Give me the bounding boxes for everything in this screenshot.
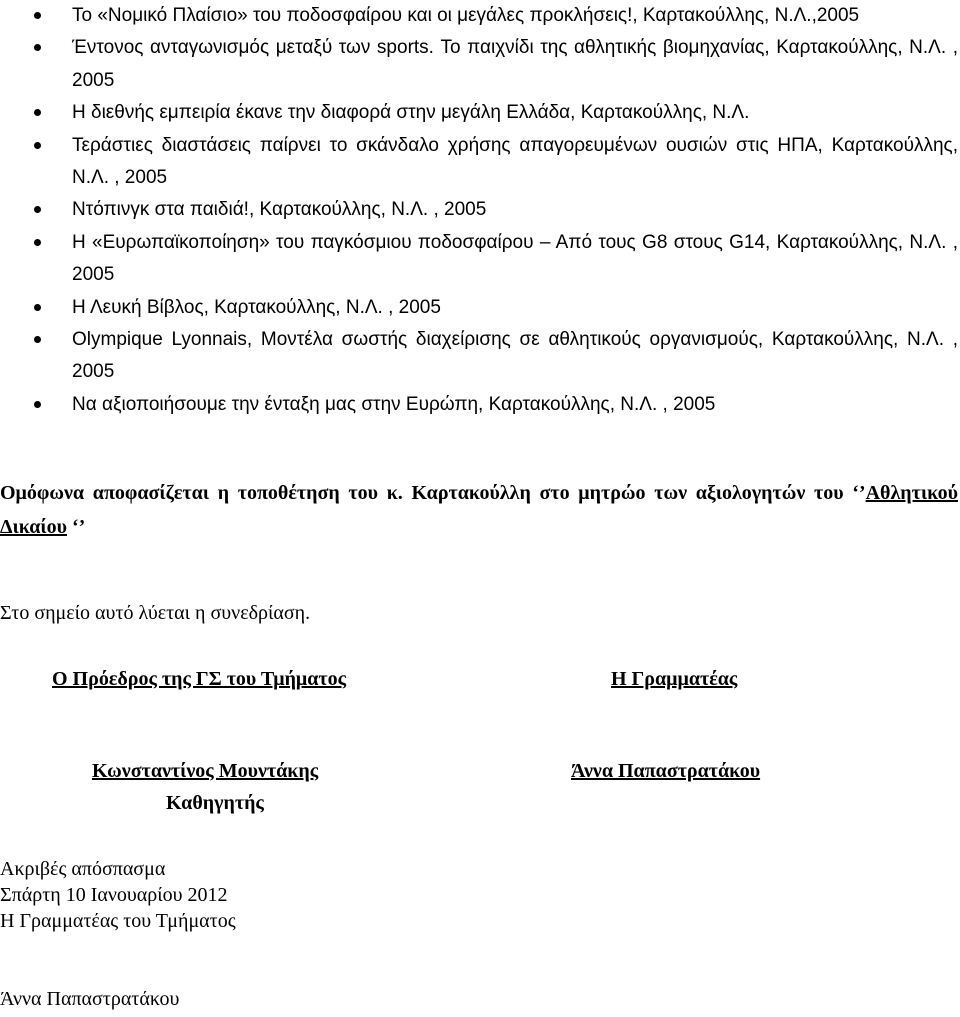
bullet-icon xyxy=(34,304,41,311)
decision-end-quote: ‘’ xyxy=(67,516,86,538)
bullet-icon xyxy=(34,12,41,19)
list-item xyxy=(34,324,958,389)
final-signer-name: Άννα Παπαστρατάκου xyxy=(0,988,180,1010)
list-item xyxy=(34,97,958,129)
list-item-text: Η διεθνής εμπειρία έκανε την διαφορά στην μεγάλη Ελλάδα, Καρτακούλλης, Ν.Λ. xyxy=(72,102,750,124)
secretary-name: Άννα Παπαστρατάκου xyxy=(571,760,761,782)
extract-label: Ακριβές απόσπασμα xyxy=(0,858,166,880)
extract-place-date: Σπάρτη 10 Ιανουαρίου 2012 xyxy=(0,884,228,906)
president-name: Κωνσταντίνος Μουντάκης xyxy=(92,760,319,782)
secretary-title: Η Γραμματέας xyxy=(611,668,738,690)
list-item-text: Έντονος ανταγωνισμός μεταξύ των sports. Το παιχνίδι της αθλητικής βιομηχανίας, Καρτακούλλης, Ν.Λ. , 2005 xyxy=(72,37,958,91)
list-item xyxy=(34,227,958,292)
list-item-text: Το «Νομικό Πλαίσιο» του ποδοσφαίρου και οι μεγάλες προκλήσεις!, Καρτακούλλης, Ν.Λ.,2005 xyxy=(72,5,860,26)
bullet-icon xyxy=(34,336,41,343)
bullet-icon xyxy=(34,401,41,408)
bullet-icon xyxy=(34,206,41,213)
list-item xyxy=(34,389,958,421)
bullet-icon xyxy=(34,109,41,116)
decision-paragraph xyxy=(0,476,958,544)
president-title: Ο Πρόεδρος της ΓΣ του Τμήματος xyxy=(52,668,347,690)
decision-underlined-text: Αθλητικού Δικαίου xyxy=(0,482,958,538)
list-item-text: Ντόπινγκ στα παιδιά!, Καρτακούλλης, Ν.Λ. , 2005 xyxy=(72,199,487,221)
list-item-text: Olympique Lyonnais, Μοντέλα σωστής διαχείρισης σε αθλητικούς οργανισμούς, Καρτακούλλης, Ν.Λ. , 2005 xyxy=(72,329,958,383)
list-item-text: Να αξιοποιήσουμε την ένταξη μας στην Ευρώπη, Καρτακούλλης, Ν.Λ. , 2005 xyxy=(72,393,716,415)
list-item xyxy=(34,0,958,32)
list-item-text: Τεράστιες διαστάσεις παίρνει το σκάνδαλο χρήσης απαγορευμένων ουσιών στις ΗΠΑ, Καρτακούλλης, Ν.Λ. , 2005 xyxy=(72,134,958,189)
list-item-text: Η «Ευρωπαϊκοποίηση» του παγκόσμιου ποδοσφαίρου – Από τους G8 στους G14, Καρτακούλλης, Ν.Λ. , 2005 xyxy=(72,231,958,286)
bullet-icon xyxy=(34,239,41,246)
list-item xyxy=(34,292,958,324)
decision-text: Ομόφωνα αποφασίζεται η τοποθέτηση του κ. Καρτακούλλη στο μητρώο των αξιολογητών του ‘’ xyxy=(0,482,866,504)
closing-statement: Στο σημείο αυτό λύεται η συνεδρίαση. xyxy=(0,602,311,624)
list-item xyxy=(34,130,958,195)
extract-block xyxy=(0,856,236,934)
reference-list xyxy=(34,0,958,421)
extract-signer-title: Η Γραμματέας του Τμήματος xyxy=(0,910,236,932)
president-role: Καθηγητής xyxy=(166,792,264,814)
bullet-icon xyxy=(34,44,41,51)
list-item xyxy=(34,194,958,226)
list-item-text: Η Λευκή Βίβλος, Καρτακούλλης, Ν.Λ. , 2005 xyxy=(72,296,441,318)
list-item xyxy=(34,32,958,97)
bullet-icon xyxy=(34,142,41,149)
